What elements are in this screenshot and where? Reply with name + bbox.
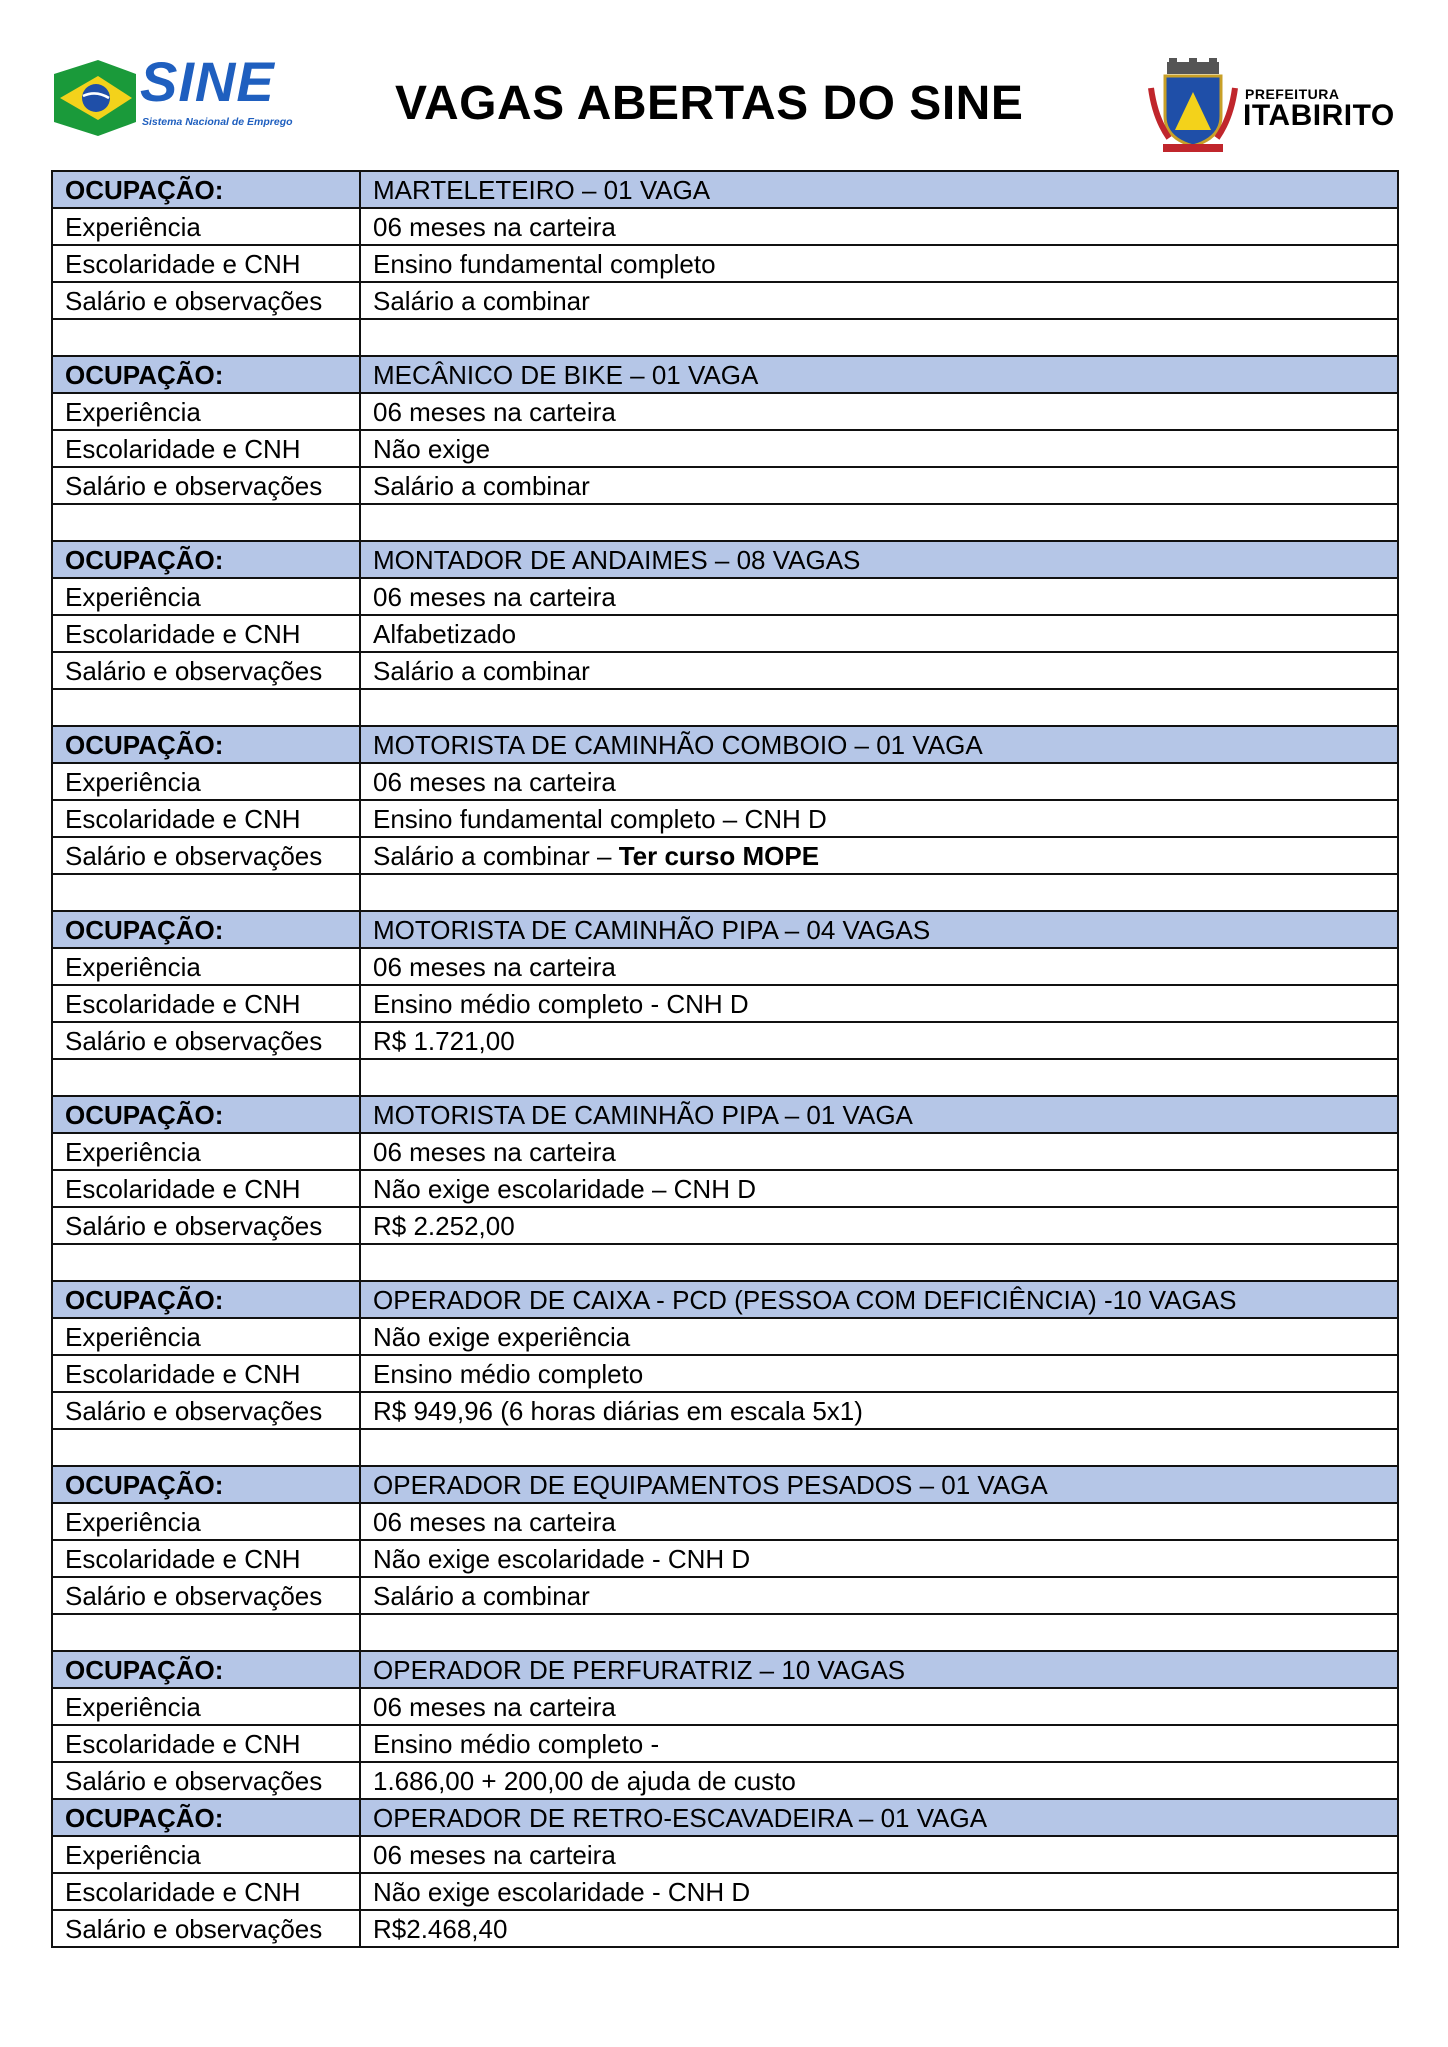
experience-row xyxy=(52,948,1398,985)
prefeitura-name: ITABIRITO xyxy=(1243,99,1395,132)
salary-value xyxy=(360,1762,1398,1799)
sine-logo-text: SINE xyxy=(140,50,275,113)
occupation-value: MECÂNICO DE BIKE – 01 VAGA xyxy=(360,356,1398,393)
occupation-label: OCUPAÇÃO: xyxy=(52,1096,360,1133)
salary-row xyxy=(52,837,1398,874)
experience-text: 06 meses na carteira xyxy=(373,1839,616,1870)
experience-row xyxy=(52,763,1398,800)
job-vacancies-table xyxy=(51,170,1399,1948)
spacer-cell xyxy=(360,1059,1398,1096)
salary-text: Salário a combinar – xyxy=(373,840,619,871)
spacer-cell xyxy=(52,319,360,356)
education-row xyxy=(52,985,1398,1022)
spacer-cell xyxy=(52,1614,360,1651)
spacer-row xyxy=(52,1244,1398,1281)
occupation-row xyxy=(52,1096,1398,1133)
education-value xyxy=(360,1873,1398,1910)
experience-value xyxy=(360,208,1398,245)
occupation-row xyxy=(52,911,1398,948)
salary-text: Salário a combinar xyxy=(373,470,590,501)
experience-row xyxy=(52,1318,1398,1355)
education-text: Não exige escolaridade - CNH D xyxy=(373,1543,751,1574)
education-label: Escolaridade e CNH xyxy=(52,245,360,282)
occupation-value: MOTORISTA DE CAMINHÃO PIPA – 04 VAGAS xyxy=(360,911,1398,948)
experience-row xyxy=(52,1836,1398,1873)
occupation-label: OCUPAÇÃO: xyxy=(52,1281,360,1318)
sine-logo-subtitle: Sistema Nacional de Emprego xyxy=(142,116,293,128)
experience-value xyxy=(360,1836,1398,1873)
spacer-cell xyxy=(360,319,1398,356)
occupation-value: MARTELETEIRO – 01 VAGA xyxy=(360,171,1398,208)
education-value xyxy=(360,245,1398,282)
salary-text: R$ 2.252,00 xyxy=(373,1210,515,1241)
experience-value xyxy=(360,1688,1398,1725)
education-row xyxy=(52,1540,1398,1577)
salary-row xyxy=(52,1022,1398,1059)
salary-row xyxy=(52,1207,1398,1244)
salary-value xyxy=(360,282,1398,319)
experience-text: 06 meses na carteira xyxy=(373,1136,616,1167)
spacer-row xyxy=(52,689,1398,726)
experience-text: 06 meses na carteira xyxy=(373,951,616,982)
salary-value xyxy=(360,837,1398,874)
salary-row xyxy=(52,1762,1398,1799)
occupation-row xyxy=(52,1799,1398,1836)
spacer-cell xyxy=(360,1244,1398,1281)
spacer-row xyxy=(52,1059,1398,1096)
experience-row xyxy=(52,578,1398,615)
occupation-value: OPERADOR DE EQUIPAMENTOS PESADOS – 01 VAGA xyxy=(360,1466,1398,1503)
experience-label: Experiência xyxy=(52,393,360,430)
education-text: Não exige escolaridade - CNH D xyxy=(373,1876,751,1907)
occupation-value: MOTORISTA DE CAMINHÃO PIPA – 01 VAGA xyxy=(360,1096,1398,1133)
spacer-cell xyxy=(52,1059,360,1096)
spacer-row xyxy=(52,504,1398,541)
education-row xyxy=(52,1725,1398,1762)
spacer-cell xyxy=(360,1614,1398,1651)
experience-row xyxy=(52,1503,1398,1540)
experience-row xyxy=(52,208,1398,245)
spacer-cell xyxy=(52,504,360,541)
spacer-cell xyxy=(52,689,360,726)
occupation-row xyxy=(52,171,1398,208)
salary-label: Salário e observações xyxy=(52,1762,360,1799)
salary-text: Salário a combinar xyxy=(373,285,590,316)
experience-row xyxy=(52,1688,1398,1725)
experience-text: 06 meses na carteira xyxy=(373,1506,616,1537)
salary-note-bold: Ter curso MOPE xyxy=(618,840,820,871)
education-text: Ensino médio completo - CNH D xyxy=(373,988,749,1019)
spacer-row xyxy=(52,319,1398,356)
salary-row xyxy=(52,652,1398,689)
spacer-cell xyxy=(360,874,1398,911)
experience-value xyxy=(360,1318,1398,1355)
salary-value xyxy=(360,1022,1398,1059)
salary-label: Salário e observações xyxy=(52,282,360,319)
occupation-label: OCUPAÇÃO: xyxy=(52,1466,360,1503)
occupation-label: OCUPAÇÃO: xyxy=(52,911,360,948)
salary-label: Salário e observações xyxy=(52,1022,360,1059)
occupation-label: OCUPAÇÃO: xyxy=(52,1651,360,1688)
education-label: Escolaridade e CNH xyxy=(52,1355,360,1392)
experience-label: Experiência xyxy=(52,578,360,615)
salary-text: 1.686,00 + 200,00 de ajuda de custo xyxy=(373,1765,796,1796)
experience-label: Experiência xyxy=(52,1836,360,1873)
education-label: Escolaridade e CNH xyxy=(52,430,360,467)
experience-text: Não exige experiência xyxy=(373,1321,631,1352)
experience-value xyxy=(360,578,1398,615)
experience-value xyxy=(360,763,1398,800)
spacer-cell xyxy=(52,1244,360,1281)
salary-row xyxy=(52,1577,1398,1614)
salary-label: Salário e observações xyxy=(52,1577,360,1614)
salary-row xyxy=(52,282,1398,319)
salary-text: R$ 1.721,00 xyxy=(373,1025,515,1056)
page-header xyxy=(0,0,1448,170)
education-label: Escolaridade e CNH xyxy=(52,1170,360,1207)
experience-label: Experiência xyxy=(52,1318,360,1355)
education-value xyxy=(360,1725,1398,1762)
experience-text: 06 meses na carteira xyxy=(373,766,616,797)
prefeitura-label: PREFEITURA xyxy=(1245,86,1340,102)
occupation-row xyxy=(52,1651,1398,1688)
salary-row xyxy=(52,1392,1398,1429)
experience-value xyxy=(360,1503,1398,1540)
education-row xyxy=(52,1170,1398,1207)
occupation-value: MONTADOR DE ANDAIMES – 08 VAGAS xyxy=(360,541,1398,578)
experience-row xyxy=(52,1133,1398,1170)
education-value xyxy=(360,1540,1398,1577)
experience-text: 06 meses na carteira xyxy=(373,1691,616,1722)
salary-value xyxy=(360,1910,1398,1947)
salary-label: Salário e observações xyxy=(52,1207,360,1244)
occupation-row xyxy=(52,541,1398,578)
experience-row xyxy=(52,393,1398,430)
education-label: Escolaridade e CNH xyxy=(52,985,360,1022)
spacer-row xyxy=(52,874,1398,911)
salary-text: R$2.468,40 xyxy=(373,1913,508,1944)
education-label: Escolaridade e CNH xyxy=(52,800,360,837)
salary-value xyxy=(360,467,1398,504)
salary-label: Salário e observações xyxy=(52,652,360,689)
education-label: Escolaridade e CNH xyxy=(52,1540,360,1577)
salary-label: Salário e observações xyxy=(52,837,360,874)
salary-row xyxy=(52,467,1398,504)
occupation-label: OCUPAÇÃO: xyxy=(52,1799,360,1836)
experience-text: 06 meses na carteira xyxy=(373,211,616,242)
occupation-value: MOTORISTA DE CAMINHÃO COMBOIO – 01 VAGA xyxy=(360,726,1398,763)
occupation-label: OCUPAÇÃO: xyxy=(52,726,360,763)
education-text: Ensino médio completo xyxy=(373,1358,644,1389)
experience-value xyxy=(360,393,1398,430)
education-value xyxy=(360,615,1398,652)
spacer-cell xyxy=(52,1429,360,1466)
salary-value xyxy=(360,1207,1398,1244)
education-text: Ensino médio completo - xyxy=(373,1728,660,1759)
education-value xyxy=(360,1170,1398,1207)
spacer-row xyxy=(52,1614,1398,1651)
page-title: VAGAS ABERTAS DO SINE xyxy=(395,77,1024,130)
education-label: Escolaridade e CNH xyxy=(52,1873,360,1910)
education-value xyxy=(360,985,1398,1022)
education-label: Escolaridade e CNH xyxy=(52,1725,360,1762)
salary-value xyxy=(360,1577,1398,1614)
itabirito-crest-icon xyxy=(1145,58,1241,154)
salary-text: Salário a combinar xyxy=(373,1580,590,1611)
education-value xyxy=(360,430,1398,467)
education-value xyxy=(360,800,1398,837)
education-row xyxy=(52,1355,1398,1392)
occupation-row xyxy=(52,356,1398,393)
experience-label: Experiência xyxy=(52,1688,360,1725)
salary-label: Salário e observações xyxy=(52,1392,360,1429)
education-text: Não exige escolaridade – CNH D xyxy=(373,1173,756,1204)
salary-text: R$ 949,96 (6 horas diárias em escala 5x1) xyxy=(373,1395,863,1426)
education-value xyxy=(360,1355,1398,1392)
salary-value xyxy=(360,1392,1398,1429)
salary-label: Salário e observações xyxy=(52,467,360,504)
experience-label: Experiência xyxy=(52,1133,360,1170)
occupation-value: OPERADOR DE CAIXA - PCD (PESSOA COM DEFICIÊNCIA) -10 VAGAS xyxy=(360,1281,1398,1318)
occupation-row xyxy=(52,1281,1398,1318)
experience-label: Experiência xyxy=(52,763,360,800)
spacer-cell xyxy=(360,504,1398,541)
occupation-row xyxy=(52,1466,1398,1503)
spacer-cell xyxy=(360,1429,1398,1466)
occupation-row xyxy=(52,726,1398,763)
education-row xyxy=(52,430,1398,467)
education-row xyxy=(52,615,1398,652)
education-row xyxy=(52,245,1398,282)
spacer-cell xyxy=(360,689,1398,726)
experience-label: Experiência xyxy=(52,208,360,245)
education-text: Ensino fundamental completo xyxy=(373,248,716,279)
education-row xyxy=(52,800,1398,837)
occupation-label: OCUPAÇÃO: xyxy=(52,541,360,578)
education-text: Alfabetizado xyxy=(373,618,517,649)
salary-value xyxy=(360,652,1398,689)
experience-text: 06 meses na carteira xyxy=(373,581,616,612)
salary-row xyxy=(52,1910,1398,1947)
occupation-label: OCUPAÇÃO: xyxy=(52,356,360,393)
experience-value xyxy=(360,1133,1398,1170)
spacer-cell xyxy=(52,874,360,911)
occupation-label: OCUPAÇÃO: xyxy=(52,171,360,208)
spacer-row xyxy=(52,1429,1398,1466)
experience-value xyxy=(360,948,1398,985)
salary-text: Salário a combinar xyxy=(373,655,590,686)
experience-label: Experiência xyxy=(52,948,360,985)
education-label: Escolaridade e CNH xyxy=(52,615,360,652)
education-text: Não exige xyxy=(373,433,491,464)
experience-text: 06 meses na carteira xyxy=(373,396,616,427)
salary-label: Salário e observações xyxy=(52,1910,360,1947)
experience-label: Experiência xyxy=(52,1503,360,1540)
occupation-value: OPERADOR DE RETRO-ESCAVADEIRA – 01 VAGA xyxy=(360,1799,1398,1836)
occupation-value: OPERADOR DE PERFURATRIZ – 10 VAGAS xyxy=(360,1651,1398,1688)
education-row xyxy=(52,1873,1398,1910)
education-text: Ensino fundamental completo – CNH D xyxy=(373,803,827,834)
